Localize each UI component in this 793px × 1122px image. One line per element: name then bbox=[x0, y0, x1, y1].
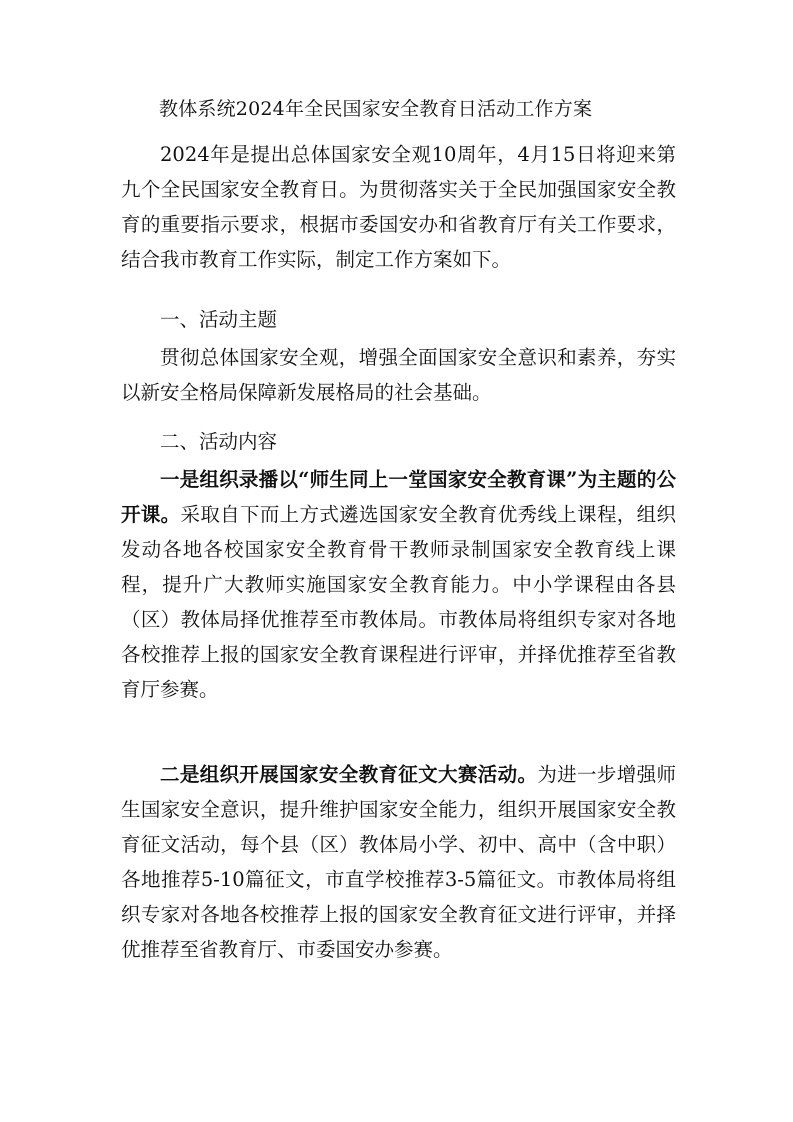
content-item-2-body: 为进一步增强师生国家安全意识，提升维护国家安全能力，组织开展国家安全教育征文活动，每个县（区）教体局小学、初中、高中（含中职）各地推荐5-10篇征文，市直学校推荐3-5篇征文。市教体局将组织专家对各地各校推荐上报的国家安全教育征文进行评审，并择优推荐至省教育厅、市委国安办参赛。 bbox=[121, 763, 676, 961]
content-item-1-body: 采取自下而上方式遴选国家安全教育优秀线上课程，组织发动各地各校国家安全教育骨干教师录制国家安全教育线上课程，提升广大教师实施国家安全教育能力。中小学课程由各县（区）教体局择优推荐至市教体局。市教体局将组织专家对各地各校推荐上报的国家安全教育课程进行评审，并择优推荐至省教育厅参赛。 bbox=[121, 503, 676, 701]
document-title: 教体系统2024年全民国家安全教育日活动工作方案 bbox=[159, 98, 593, 120]
content-item-1-lead: 一是组织录播以“师生同上一堂国家安全教育课”为主题的公开课。 bbox=[121, 468, 676, 526]
content-item-2-paragraph bbox=[121, 757, 676, 967]
content-item-1-paragraph bbox=[121, 462, 676, 707]
section-heading-content: 二、活动内容 bbox=[160, 430, 278, 453]
content-item-2-lead: 二是组织开展国家安全教育征文大赛活动。 bbox=[160, 763, 538, 786]
intro-paragraph: 2024年是提出总体国家安全观10周年，4月15日将迎来第九个全民国家安全教育日。为贯彻落实关于全民加强国家安全教育的重要指示要求，根据市委国安办和省教育厅有关工作要求，结合我市教育工作实际，制定工作方案如下。 bbox=[121, 143, 676, 271]
theme-paragraph: 贯彻总体国家安全观，增强全面国家安全意识和素养，夯实以新安全格局保障新发展格局的社会基础。 bbox=[121, 346, 676, 404]
section-heading-theme: 一、活动主题 bbox=[160, 308, 278, 331]
